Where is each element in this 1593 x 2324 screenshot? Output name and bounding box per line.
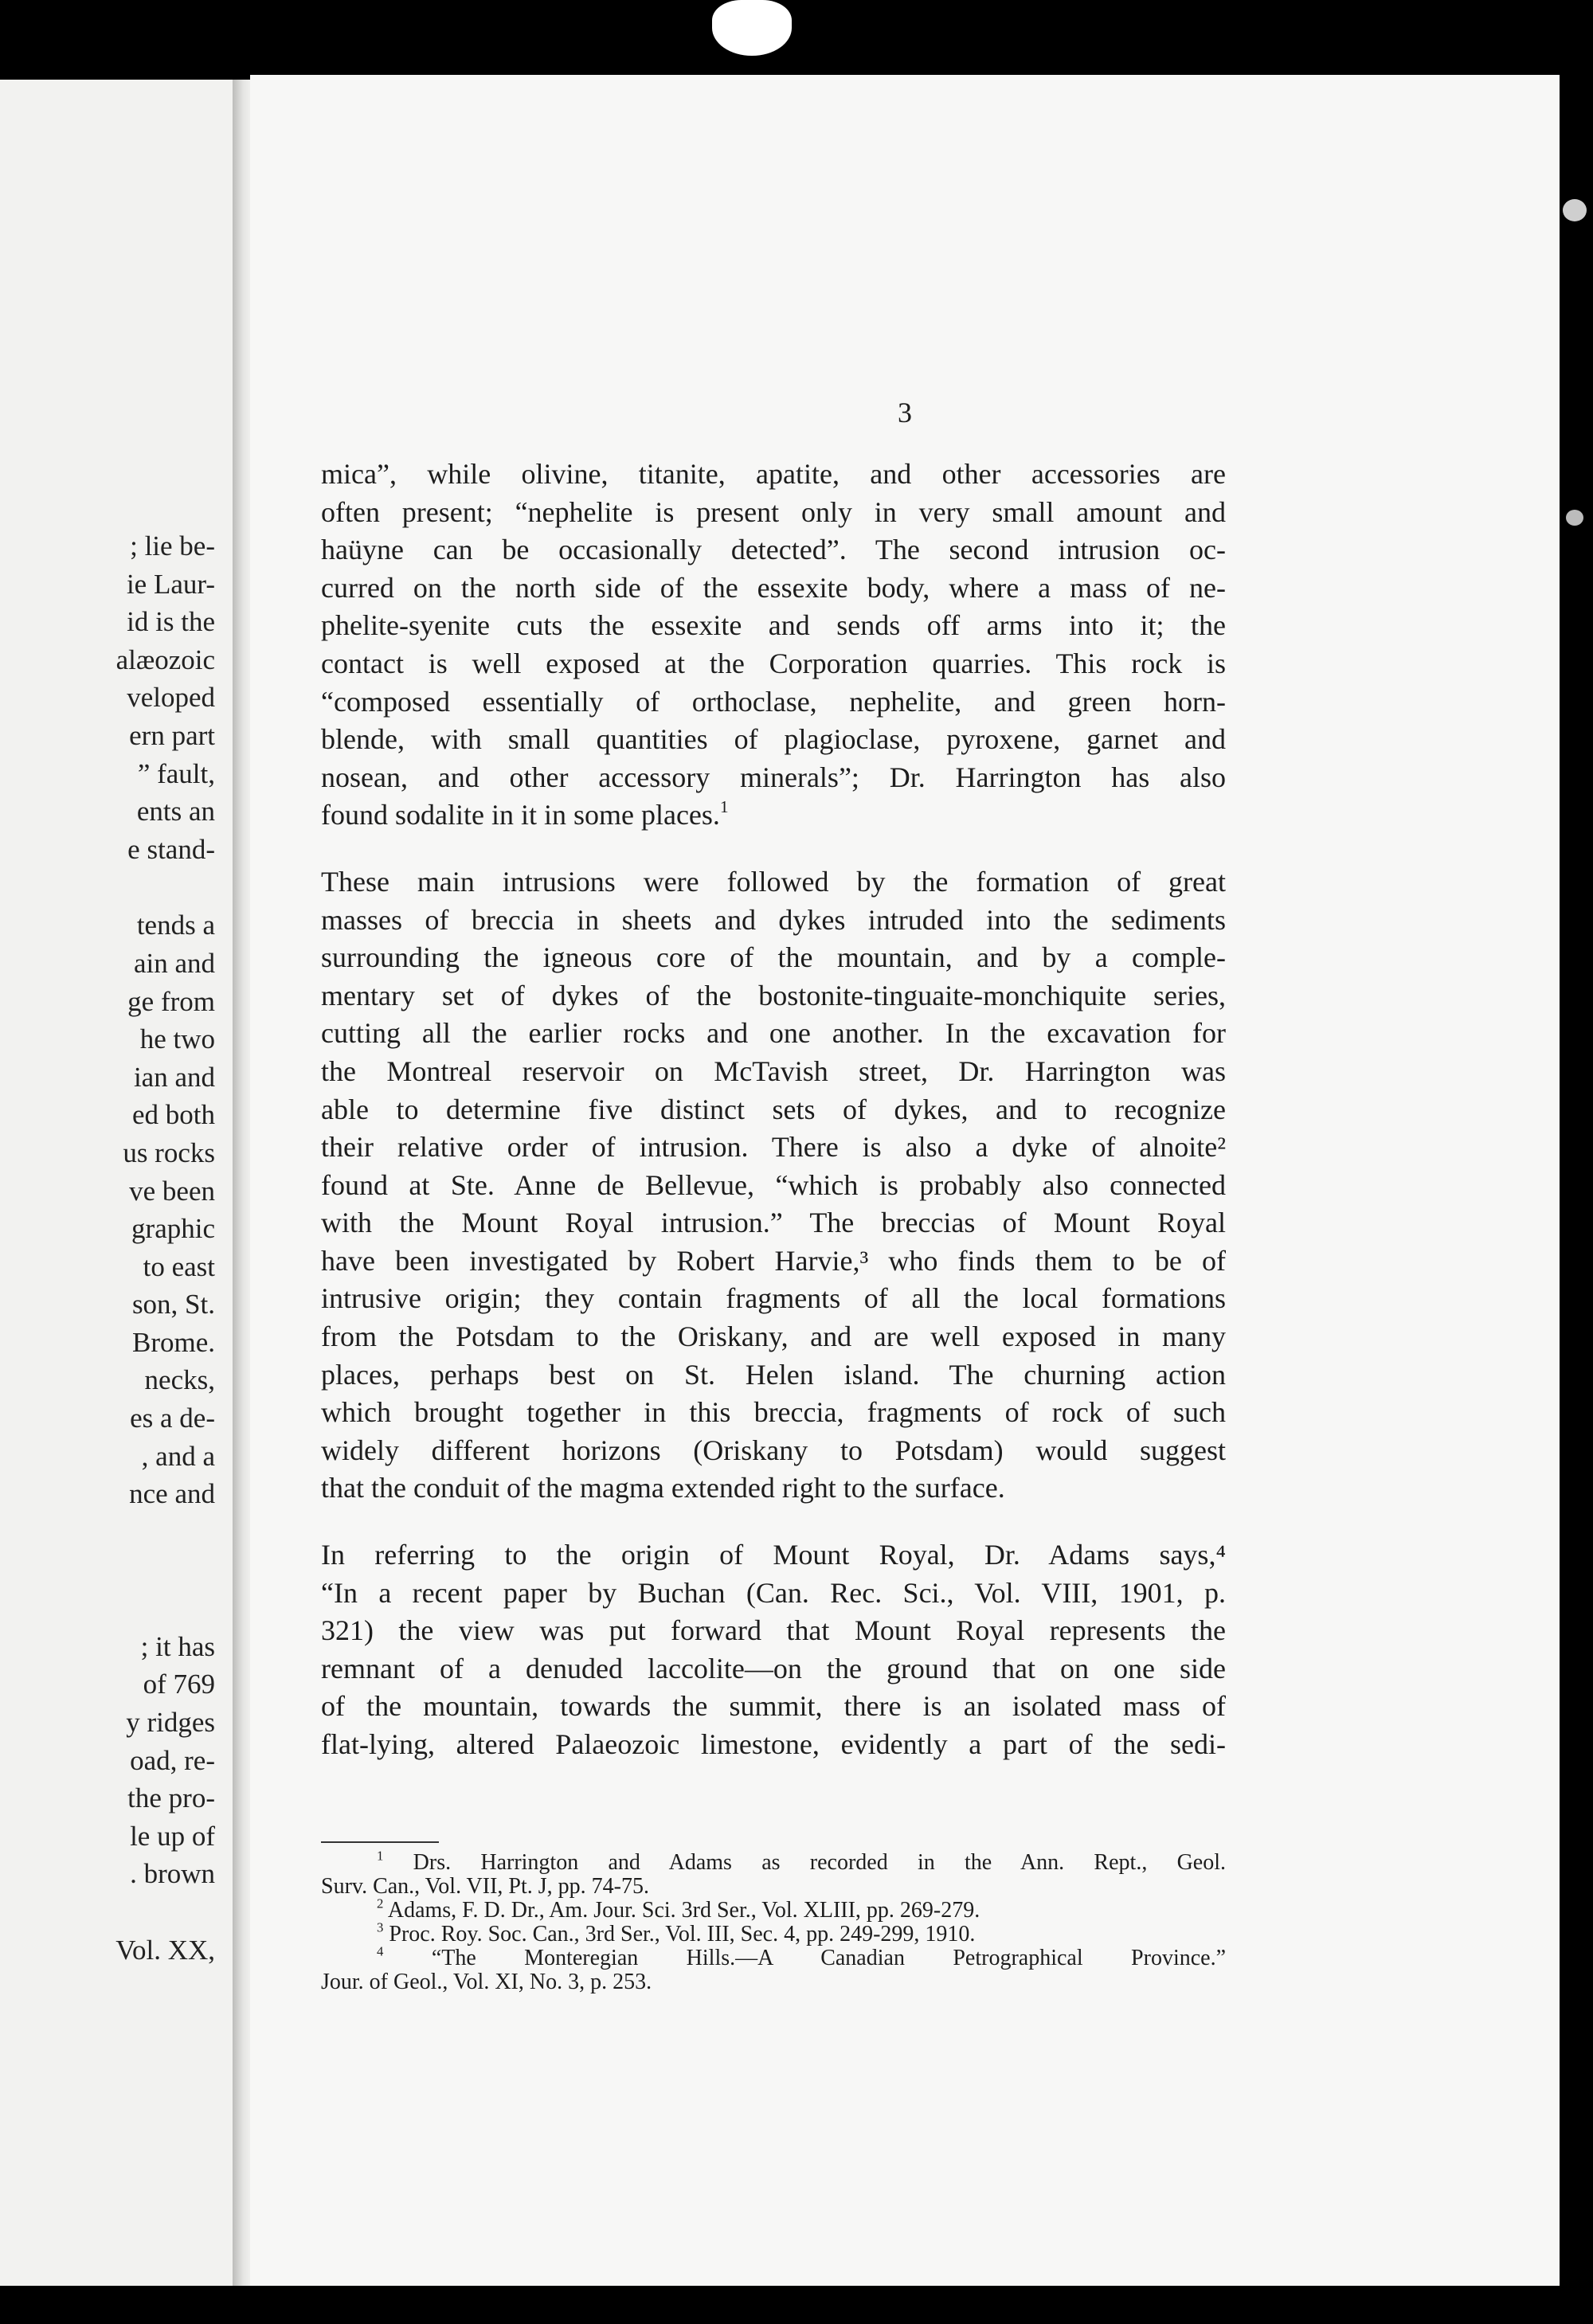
paragraph-gap: [321, 835, 1226, 863]
previous-page-gap: [115, 1893, 215, 1931]
footnote-marker: 1: [377, 1848, 384, 1864]
previous-page-line: tends a: [136, 910, 215, 941]
text-line: [321, 759, 1226, 797]
text-line: [321, 1650, 1226, 1688]
text-line: [321, 1280, 1226, 1318]
previous-page-line: to east: [143, 1250, 215, 1282]
footnote-marker: 4: [377, 1943, 384, 1959]
line-text: found sodalite in it in some places.: [321, 799, 720, 831]
previous-page-gap: [115, 868, 215, 906]
line-text: with the Mount Royal intrusion.” The breccias of Mount Royal: [321, 1207, 1226, 1239]
line-text: places, perhaps best on St. Helen island. The churning action: [321, 1358, 1226, 1391]
text-line: [321, 1015, 1226, 1053]
scan-artifact-top: [712, 0, 792, 56]
page-number: 3: [898, 397, 912, 428]
text-line: [321, 902, 1226, 940]
line-text: widely different horizons (Oriskany to Potsdam) would suggest: [321, 1434, 1226, 1466]
previous-page-line: ain and: [133, 947, 215, 979]
text-line: [321, 1129, 1226, 1167]
text-line: [321, 939, 1226, 977]
line-text: able to determine five distinct sets of dykes, and to recognize: [321, 1093, 1226, 1125]
text-line: [321, 1356, 1226, 1395]
previous-page-line: nce and: [129, 1478, 215, 1510]
previous-page-line: us rocks: [123, 1137, 215, 1168]
text-line: [321, 1536, 1226, 1575]
previous-page-line: son, St.: [131, 1289, 215, 1320]
line-text: of the mountain, towards the summit, there is an isolated mass of: [321, 1690, 1226, 1723]
footnote-text: Proc. Roy. Soc. Can., 3rd Ser., Vol. III, Sec. 4, pp. 249-299, 1910.: [389, 1922, 976, 1946]
text-line: [321, 1318, 1226, 1356]
footnote-line: [321, 1848, 1227, 1875]
text-line: [321, 683, 1226, 722]
previous-page-line: id is the: [127, 606, 215, 638]
previous-page-line: ge from: [127, 985, 215, 1017]
text-line: [321, 1726, 1226, 1764]
footnote-text: Jour. of Geol., Vol. XI, No. 3, p. 253.: [321, 1970, 652, 1994]
text-line: [321, 494, 1226, 532]
previous-page-edge: [0, 80, 233, 2286]
footnote-line: [321, 1875, 1226, 1899]
line-text: curred on the north side of the essexite body, where a mass of ne-: [321, 571, 1226, 604]
text-line: [321, 1688, 1226, 1726]
line-text: intrusive origin; they contain fragments of all the local formations: [321, 1282, 1226, 1315]
previous-page-line: le up of: [130, 1820, 215, 1852]
footnote-text: Drs. Harrington and Adams as recorded in the Ann. Rept., Geol.: [413, 1850, 1227, 1875]
previous-page-line: the pro-: [127, 1782, 215, 1814]
text-line: [321, 1167, 1226, 1205]
text-line: [321, 569, 1226, 608]
previous-page-gap: [115, 1513, 215, 1551]
paragraph: [321, 456, 1226, 835]
line-text: “In a recent paper by Buchan (Can. Rec. Sci., Vol. VIII, 1901, p.: [321, 1576, 1226, 1609]
text-line: [321, 1053, 1226, 1091]
previous-page-line: ve been: [129, 1175, 215, 1207]
line-text: remnant of a denuded laccolite—on the ground that on one side: [321, 1652, 1226, 1684]
line-text: flat-lying, altered Palaeozoic limestone, evidently a part of the sedi-: [321, 1728, 1226, 1760]
line-text: nosean, and other accessory minerals”; Dr. Harrington has also: [321, 761, 1226, 793]
footnote-line: [321, 1919, 1226, 1946]
text-line: [321, 1091, 1226, 1129]
text-line: [321, 531, 1226, 569]
line-text: have been investigated by Robert Harvie,³ who finds them to be of: [321, 1244, 1226, 1277]
text-line: [321, 1432, 1226, 1470]
previous-page-line: he two: [139, 1023, 215, 1055]
line-text: often present; “nephelite is present only in very small amount and: [321, 495, 1226, 528]
paragraph-gap: [321, 1508, 1226, 1536]
footnote-line: [321, 1943, 1227, 1970]
footnote-marker: 3: [377, 1919, 384, 1935]
line-text: haüyne can be occasionally detected”. The second intrusion oc-: [321, 534, 1226, 566]
previous-page-line: ern part: [129, 719, 215, 751]
paragraph: [321, 863, 1226, 1508]
text-line: [321, 1242, 1226, 1281]
footnote-reference: 1: [719, 797, 729, 817]
scan-artifact-speck: [1566, 510, 1583, 526]
text-line: [321, 1575, 1226, 1613]
line-text: the Montreal reservoir on McTavish street, Dr. Harrington was: [321, 1054, 1226, 1087]
scan-artifact-speck: [1563, 199, 1587, 221]
line-text: phelite-syenite cuts the essexite and sends off arms into it; the: [321, 609, 1226, 642]
footnote-line: [321, 1896, 1226, 1923]
previous-page-line: ; it has: [140, 1630, 215, 1662]
text-line: [321, 721, 1226, 759]
line-text: found at Ste. Anne de Bellevue, “which is probably also connected: [321, 1168, 1226, 1201]
line-text: cutting all the earlier rocks and one another. In the excavation for: [321, 1017, 1226, 1050]
line-text: 321) the view was put forward that Mount Royal represents the: [321, 1614, 1226, 1647]
text-line: [321, 977, 1226, 1015]
previous-page-line: Brome.: [131, 1326, 215, 1358]
line-text: contact is well exposed at the Corporation quarries. This rock is: [321, 647, 1226, 679]
line-text: “composed essentially of orthoclase, nephelite, and green horn-: [321, 685, 1226, 718]
previous-page-line: oad, re-: [130, 1744, 215, 1776]
line-text: blende, with small quantities of plagioclase, pyroxene, garnet and: [321, 723, 1226, 756]
previous-page-line: ian and: [133, 1061, 215, 1093]
text-line: [321, 1612, 1226, 1650]
previous-page-line: ed both: [131, 1099, 215, 1131]
line-text: from the Potsdam to the Oriskany, and are well exposed in many: [321, 1320, 1226, 1353]
paragraph: [321, 1536, 1226, 1764]
line-text: These main intrusions were followed by the formation of great: [321, 865, 1226, 898]
previous-page-line: e stand-: [127, 833, 215, 865]
book-gutter: [233, 80, 250, 2286]
footnote-text: “The Monteregian Hills.—A Canadian Petrographical Province.”: [431, 1946, 1227, 1970]
previous-page-line: . brown: [130, 1858, 215, 1890]
text-line: [321, 1394, 1226, 1432]
line-text: mica”, while olivine, titanite, apatite, and other accessories are: [321, 458, 1226, 490]
text-line: [321, 456, 1226, 494]
text-line: [321, 645, 1226, 683]
line-text: which brought together in this breccia, fragments of rock of such: [321, 1396, 1226, 1429]
text-line: [321, 1469, 1226, 1508]
previous-page-line: of 769: [143, 1669, 215, 1700]
body-text: [321, 456, 1226, 1764]
text-line: [321, 607, 1226, 645]
previous-page-gap: [115, 1590, 215, 1628]
footnote-rule: [321, 1841, 439, 1843]
previous-page-line: ie Laur-: [126, 568, 215, 600]
previous-page-line: Vol. XX,: [115, 1935, 215, 1966]
previous-page-line: graphic: [131, 1213, 215, 1245]
line-text: their relative order of intrusion. There is also a dyke of alnoite²: [321, 1131, 1226, 1164]
previous-page-line: , and a: [141, 1440, 215, 1472]
main-page: [250, 75, 1560, 2286]
line-text: surrounding the igneous core of the mountain, and by a comple-: [321, 941, 1226, 974]
previous-page-text-column: [115, 527, 215, 1970]
previous-page-line: es a de-: [130, 1403, 215, 1434]
line-text: In referring to the origin of Mount Royal, Dr. Adams says,⁴: [321, 1539, 1226, 1571]
previous-page-gap: [115, 1551, 215, 1590]
previous-page-line: ents an: [136, 796, 215, 827]
previous-page-line: y ridges: [126, 1707, 215, 1739]
previous-page-line: necks,: [144, 1364, 215, 1396]
text-line: [321, 1204, 1226, 1242]
previous-page-line: ; lie be-: [130, 530, 215, 561]
line-text: that the conduit of the magma extended right to the surface.: [321, 1472, 1005, 1504]
footnote-text: Surv. Can., Vol. VII, Pt. J, pp. 74-75.: [321, 1874, 650, 1899]
line-text: mentary set of dykes of the bostonite-tinguaite-monchiquite series,: [321, 979, 1226, 1011]
previous-page-line: ” fault,: [137, 757, 215, 789]
text-line: [321, 796, 1226, 835]
footnote-marker: 2: [377, 1896, 384, 1911]
previous-page-line: alæozoic: [115, 644, 215, 675]
footnote-text: Adams, F. D. Dr., Am. Jour. Sci. 3rd Ser., Vol. XLIII, pp. 269-279.: [387, 1898, 980, 1923]
text-line: [321, 863, 1226, 902]
footnotes: [321, 1848, 1227, 1994]
previous-page-line: veloped: [127, 682, 215, 714]
footnote-line: [321, 1970, 1226, 1994]
line-text: masses of breccia in sheets and dykes intruded into the sediments: [321, 903, 1226, 936]
